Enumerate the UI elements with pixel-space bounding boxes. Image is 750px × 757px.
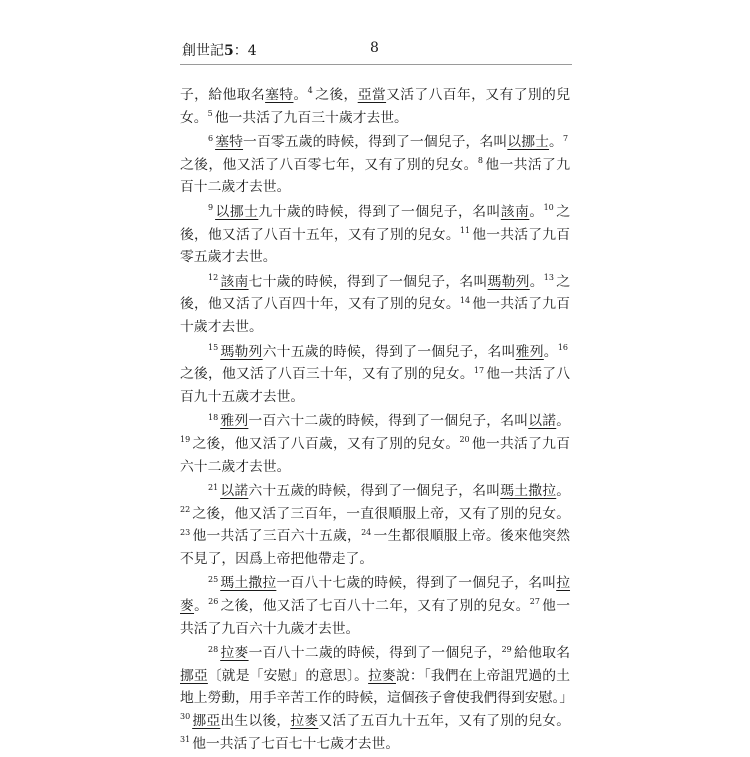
text-run: 一百八十七歲的時候，得到了一個兒子，名叫 [276, 575, 557, 592]
proper-name: 以諾 [220, 483, 249, 500]
proper-name: 拉麥 [180, 575, 571, 615]
verse-number: 21 [208, 482, 219, 492]
header-divider [180, 64, 572, 65]
text-run: 一百零五歲的時候，得到了一個兒子，名叫 [243, 134, 508, 151]
verse-number: 29 [501, 644, 512, 654]
chapter-verse-separator: ： [233, 43, 248, 59]
paragraph [180, 341, 570, 409]
text-run: 。 [529, 203, 544, 220]
text-run: 之後，他又活了八百十五年，又有了別的兒女。 [180, 203, 571, 243]
proper-name: 挪亞 [180, 667, 208, 684]
text-run: 之後，他又活了三百年，一直很順服上帝，又有了別的兒女。 [192, 505, 570, 522]
text-run: 之後，他又活了八百歲，又有了別的兒女。 [192, 435, 460, 452]
verse-number: 30 [180, 712, 191, 722]
verse-number: 25 [208, 574, 219, 584]
scripture-text [180, 84, 574, 757]
proper-name: 該南 [220, 273, 249, 290]
verse-number: 23 [180, 527, 191, 537]
proper-name: 塞特 [265, 87, 294, 103]
text-run: 出生以後， [220, 713, 291, 730]
proper-name: 塞特 [215, 134, 244, 151]
verse-number: 19 [180, 435, 191, 445]
page-header [180, 40, 570, 62]
paragraph [180, 410, 570, 478]
proper-name: 拉麥 [368, 667, 396, 684]
text-run: 六十五歲的時候，得到了一個兒子，名叫 [262, 343, 516, 360]
text-run: 〔就是「安慰」的意思〕。 [207, 667, 369, 684]
verse-number: 28 [208, 644, 219, 654]
text-run: 一百六十二歲的時候，得到了一個兒子，名叫 [248, 413, 529, 430]
text-run: 。 [556, 413, 571, 430]
verse-number: 15 [208, 342, 219, 352]
verse-number: 27 [529, 597, 540, 607]
verse-number: 6 [208, 133, 214, 143]
text-run: 之後，他又活了八百三十年，又有了別的兒女。 [180, 366, 474, 383]
paragraph [180, 131, 570, 199]
book-name: 創世記 [182, 43, 224, 59]
proper-name: 拉麥 [220, 645, 249, 662]
paragraph [180, 271, 570, 339]
verse-number: 7 [562, 133, 569, 143]
text-run: 他一共活了九百十二歲才去世。 [180, 156, 571, 196]
text-run: 又活了五百九十五年，又有了別的兒女。 [318, 713, 571, 730]
verse-number: 10 [543, 203, 554, 213]
text-run: 他一共活了九百十歲才去世。 [180, 296, 571, 335]
text-run: 他一共活了九百零五歲才去世。 [180, 226, 571, 266]
text-run: 子，給他取名 [180, 87, 266, 103]
verse-number: 16 [557, 342, 569, 352]
verse-number: 24 [361, 527, 372, 537]
verse-number: 26 [208, 597, 219, 607]
verse-number: 14 [459, 295, 471, 305]
verse-number: 13 [543, 273, 554, 283]
proper-name: 拉麥 [290, 713, 319, 730]
text-run: 他一共活了三百六十五歲， [192, 528, 362, 545]
text-run: 。 [194, 598, 209, 615]
text-run: 說：「我們在上帝詛咒過的土地上勞動，用手辛苦工作的時候，這個孩子會使我們得到安慰。」 [180, 667, 574, 707]
running-head [182, 40, 257, 60]
paragraph [180, 572, 570, 640]
paragraph [180, 201, 570, 269]
text-run: 。 [549, 134, 563, 151]
text-run: 六十五歲的時候，得到了一個兒子，名叫 [248, 483, 501, 500]
verse-number: 20 [459, 435, 470, 445]
text-run: 之後，他又活了七百八十二年，又有了別的兒女。 [220, 598, 530, 615]
verse-number: 4 [307, 86, 313, 96]
proper-name: 亞當 [357, 87, 387, 103]
text-run: 九十歲的時候，得到了一個兒子，名叫 [258, 203, 501, 220]
text-run: 一百八十二歲的時候，得到了一個兒子， [248, 645, 502, 662]
text-run: 一生都很順服上帝。後來他突然不見了，因爲上帝把他帶走了。 [180, 528, 571, 567]
chapter-number: 5 [224, 43, 234, 59]
text-run: 之後，他又活了八百四十年，又有了別的兒女。 [180, 273, 571, 313]
text-run: 七十歲的時候，得到了一個兒子，名叫 [248, 273, 488, 290]
text-run: 他一共活了七百七十七歲才去世。 [192, 735, 400, 752]
proper-name: 瑪土撒拉 [500, 483, 557, 500]
text-run: 之後，他又活了八百零七年，又有了別的兒女。 [180, 156, 478, 173]
paragraph [180, 642, 574, 755]
proper-name: 該南 [500, 203, 530, 220]
verse-number: 9 [208, 203, 214, 213]
verse-number: 5 [207, 109, 213, 118]
proper-name: 雅列 [515, 343, 544, 360]
text-run: 他一共活了九百六十九歲才去世。 [180, 598, 571, 637]
verse-number: 11 [459, 225, 471, 235]
text-run: 。 [543, 343, 558, 360]
text-run: 之後， [314, 87, 358, 103]
text-run: 他一共活了八百九十五歲才去世。 [180, 366, 571, 405]
paragraph [180, 84, 570, 129]
proper-name: 雅列 [220, 413, 249, 430]
verse-number: 18 [208, 412, 219, 422]
verse-number: 8 [477, 156, 483, 166]
text-run: 他一共活了九百六十二歲才去世。 [180, 435, 571, 475]
text-run: 。 [529, 273, 544, 290]
proper-name: 挪亞 [192, 713, 221, 730]
text-run: 。 [556, 483, 571, 500]
text-run: 他一共活了九百三十歲才去世。 [214, 109, 408, 126]
verse-number: 22 [180, 505, 191, 515]
proper-name: 瑪土撒拉 [220, 575, 277, 592]
verse-number: 31 [180, 735, 191, 745]
proper-name: 以挪士 [215, 203, 259, 220]
verse-number: 12 [208, 273, 219, 283]
text-run: 。 [293, 87, 308, 103]
proper-name: 瑪勒列 [220, 343, 263, 360]
verse-number: 17 [473, 365, 485, 375]
proper-name: 以挪士 [507, 134, 550, 151]
proper-name: 以諾 [528, 413, 557, 430]
text-run: 又活了八百年，又有了別的兒女。 [180, 87, 571, 126]
paragraph [180, 480, 570, 570]
proper-name: 瑪勒列 [487, 273, 530, 290]
page-number: 8 [370, 40, 379, 56]
text-run: 給他取名 [513, 645, 571, 662]
verse-reference: 4 [247, 43, 257, 59]
